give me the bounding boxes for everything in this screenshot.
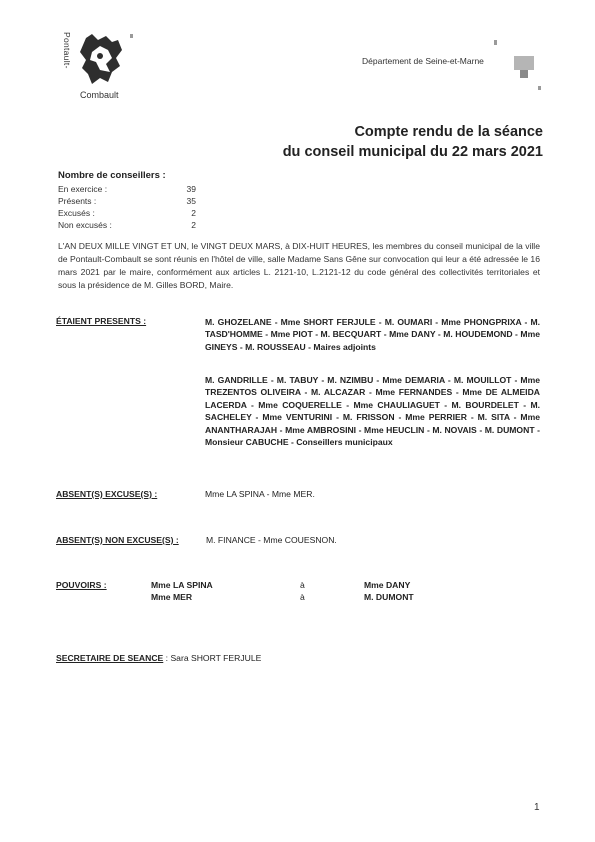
scan-mark [538,86,541,90]
pouvoirs-label: POUVOIRS : [56,580,107,590]
title-line2: du conseil municipal du 22 mars 2021 [282,144,543,160]
pouvoir-sep: à [300,580,305,590]
pouvoir-sep: à [300,592,305,602]
pouvoir-from: Mme MER [151,592,193,602]
scan-mark [494,40,497,45]
count-value: 2 [191,220,196,230]
absents-non-excuses-label: ABSENT(S) NON EXCUSE(S) : [56,535,179,545]
count-label: Excusés : [58,208,95,218]
count-label: Non excusés : [58,220,112,230]
presents-label: ÉTAIENT PRESENTS : [56,316,147,326]
pouvoir-from: Mme LA SPINA [151,580,213,590]
count-value: 39 [186,184,196,194]
secretaire-label: SECRETAIRE DE SEANCE [56,653,164,663]
pouvoir-to: M. DUMONT [364,592,414,602]
secretaire-line [56,653,261,663]
scan-mark [514,56,534,70]
count-value: 2 [191,208,196,218]
absents-excuses-label: ABSENT(S) EXCUSE(S) : [56,489,158,499]
department-header: Département de Seine-et-Marne [362,56,484,66]
counts-heading: Nombre de conseillers : [58,170,166,181]
city-logo [62,30,142,106]
presents-conseillers: M. GANDRILLE - M. TABUY - M. NZIMBU - Mme DEMARIA - M. MOUILLOT - Mme TREZENTOS OLIVEIRA - M. ALCAZAR - Mme FERNANDES - Mme DE ALMEIDA LACERDA - Mme COQUERELLE - Mme CHAULIAGUET - M. BOURDELET - M. SACHELEY - Mme VENTURINI - M. FRISSON - Mme PERRIER - M. SITA - Mme ANANTHARAJAH - Mme AMBROSINI - Mme HEUCLIN - M. NOVAIS - M. DUMONT - Monsieur CABUCHE - Conseillers municipaux [205,375,540,448]
count-value: 35 [186,196,196,206]
count-label: Présents : [58,196,97,206]
logo-vertical-text: Pontault- [62,32,72,69]
pouvoir-to: Mme DANY [364,580,411,590]
scan-mark [130,34,133,38]
title-line1: Compte rendu de la séance [354,124,543,140]
absents-excuses-value: Mme LA SPINA - Mme MER. [205,489,315,499]
logo-emblem-icon [78,32,126,88]
intro-paragraph: L'AN DEUX MILLE VINGT ET UN, le VINGT DEUX MARS, à DIX-HUIT HEURES, les membres du conseil municipal de la ville de Pontault-Combault se sont réunis en l'hôtel de ville, salle Madame Sans Gêne sur convocation qui leur a été adressée le 16 mars 2021 par le maire, conformément aux articles L. 2121-10, L.2121-12 du code général des collectivités territoriales et sous la présidence de M. Gilles BORD, Maire. [58,241,540,290]
secretaire-value: : Sara SHORT FERJULE [165,653,262,663]
count-label: En exercice : [58,184,108,194]
presents-adjoints: M. GHOZELANE - Mme SHORT FERJULE - M. OUMARI - Mme PHONGPRIXA - M. TASD'HOMME - Mme PIOT - M. BECQUART - Mme DANY - M. HOUDEMOND - Mme GINEYS - M. ROUSSEAU - Maires adjoints [205,317,540,352]
page-number: 1 [534,802,540,813]
absents-non-excuses-value: M. FINANCE - Mme COUESNON. [206,535,337,545]
logo-bottom-text: Combault [80,90,119,100]
scan-mark [520,70,528,78]
